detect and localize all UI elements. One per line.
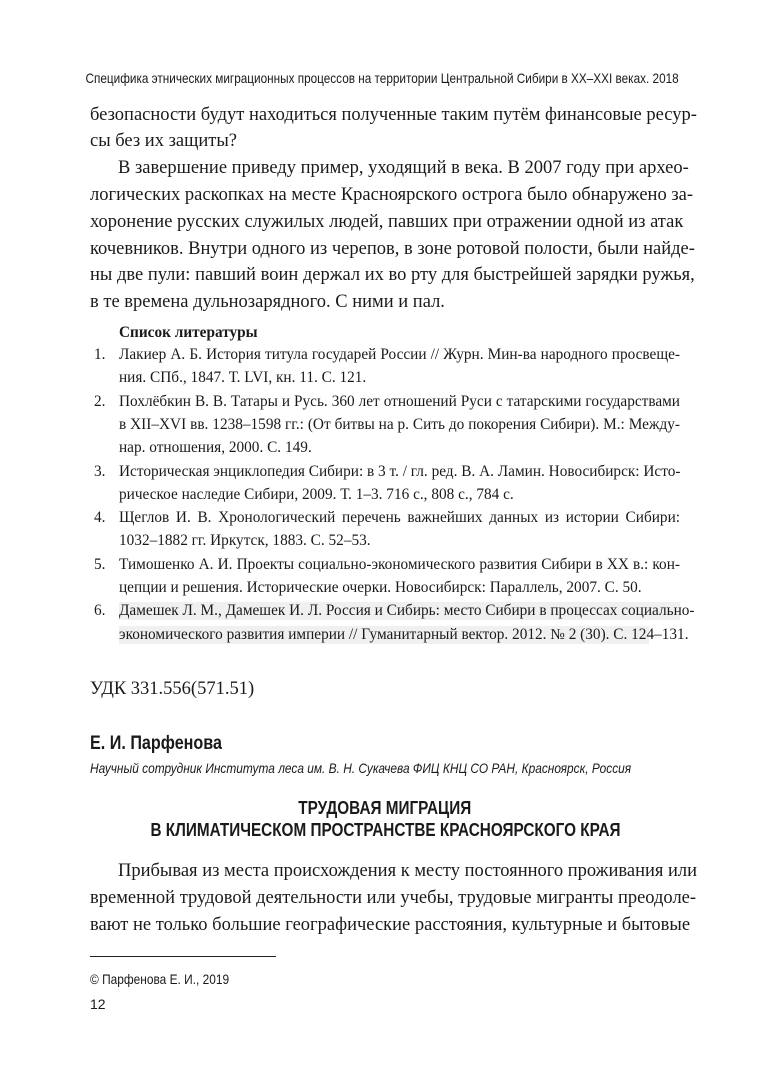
author-name — [90, 733, 245, 755]
author-affiliation — [90, 760, 727, 776]
bibliography-item-line: ния. СПб., 1847. Т. LVI, кн. 11. С. 121. — [119, 369, 367, 387]
text-line: безопасности будут находиться полученные таким путём финансовые ресур- — [90, 105, 697, 125]
udc-code: УДК 331.556(571.51) — [90, 679, 255, 699]
title-line: В КЛИМАТИЧЕСКОМ ПРОСТРАНСТВЕ КРАСНОЯРСКОГО КРАЯ — [149, 820, 621, 840]
bibliography-item-line: 1032–1882 гг. Иркутск, 1883. С. 52–53. — [119, 532, 371, 550]
text-line: в те времена дульнозарядного. С ними и пал. — [90, 292, 445, 312]
text-line: логических раскопках на месте Красноярского острога было обнаружено за- — [90, 185, 694, 205]
text-line: кочевников. Внутри одного из черепов, в зоне ротовой полости, были найде- — [90, 239, 695, 259]
text-line: В завершение приведу пример, уходящий в века. В 2007 году при архео- — [118, 158, 689, 178]
bibliography-item-line: цепции и решения. Исторические очерки. Новосибирск: Параллель, 2007. С. 50. — [119, 579, 642, 596]
article-title — [90, 797, 680, 841]
bibliography-item-line: Лакиер А. Б. История титула государей России // Журн. Мин-ва народного просвеще- — [119, 346, 680, 363]
bibliography-item-line: Похлёбкин В. В. Татары и Русь. 360 лет отношений Руси с татарскими государствами — [119, 392, 680, 410]
bibliography-item-line: Дамешек Л. М., Дамешек И. Л. Россия и Сибирь: место Сибири в процессах социально- — [119, 602, 695, 620]
page-number: 12 — [90, 996, 106, 1012]
bibliography-item-line: Тимошенко А. И. Проекты социально-экономического развития Сибири в XX в.: кон- — [119, 555, 680, 573]
bibliography-item-number: 2. — [94, 392, 106, 410]
running-header-text: Специфика этнических миграционных процессов на территории Центральной Сибири в ХХ–XXI веках. 2018 — [85, 70, 679, 86]
bibliography-item-line: Историческая энциклопедия Сибири: в 3 т. / гл. ред. В. А. Ламин. Новосибирск: Исто- — [119, 462, 681, 480]
bibliography-item-line: нар. отношения, 2000. С. 149. — [119, 439, 312, 457]
title-line: ТРУДОВАЯ МИГРАЦИЯ — [298, 798, 472, 818]
text-line: сы без их защиты? — [90, 131, 237, 151]
running-header — [0, 70, 764, 86]
footnote-divider — [90, 956, 276, 957]
bibliography-item-line: рическое наследие Сибири, 2009. Т. 1–3. 716 с., 808 с., 784 с. — [119, 485, 514, 503]
bibliography-item-line: в XII–XVI вв. 1238–1598 гг.: (От битвы на р. Сить до покорения Сибири). М.: Между- — [119, 415, 680, 433]
copyright-footnote — [90, 971, 254, 987]
bibliography-item-number: 1. — [94, 346, 106, 363]
author-name-text: Е. И. Парфенова — [90, 733, 223, 754]
text-line: временной трудовой деятельности или учебы, трудовые мигранты преодоле- — [90, 888, 697, 908]
text-line: хоронение русских служилых людей, павших при отражении одной из атак — [90, 212, 684, 232]
text-line: Прибывая из места происхождения к месту постоянного проживания или — [118, 861, 698, 881]
text-line: ны две пули: павший воин держал их во рту для быстрейшей зарядки ружья, — [90, 265, 695, 285]
bibliography-item-number: 4. — [94, 509, 106, 527]
bibliography-item-number: 6. — [94, 602, 106, 620]
text-line: вают не только большие географические расстояния, культурные и бытовые — [90, 915, 691, 935]
copyright-text: © Парфенова Е. И., 2019 — [90, 971, 230, 987]
author-affiliation-text: Научный сотрудник Института леса им. В. Н. Сукачева ФИЦ КНЦ СО РАН, Красноярск, Россия — [90, 760, 632, 776]
bibliography-item-line: экономического развития империи // Гуманитарный вектор. 2012. № 2 (30). С. 124–131. — [119, 625, 689, 643]
bibliography-item-number: 5. — [94, 555, 106, 573]
bibliography-heading: Список литературы — [119, 324, 258, 341]
bibliography-item-number: 3. — [94, 462, 106, 480]
bibliography-item-line: Щеглов И. В. Хронологический перечень важнейших данных из истории Сибири: — [119, 509, 680, 527]
